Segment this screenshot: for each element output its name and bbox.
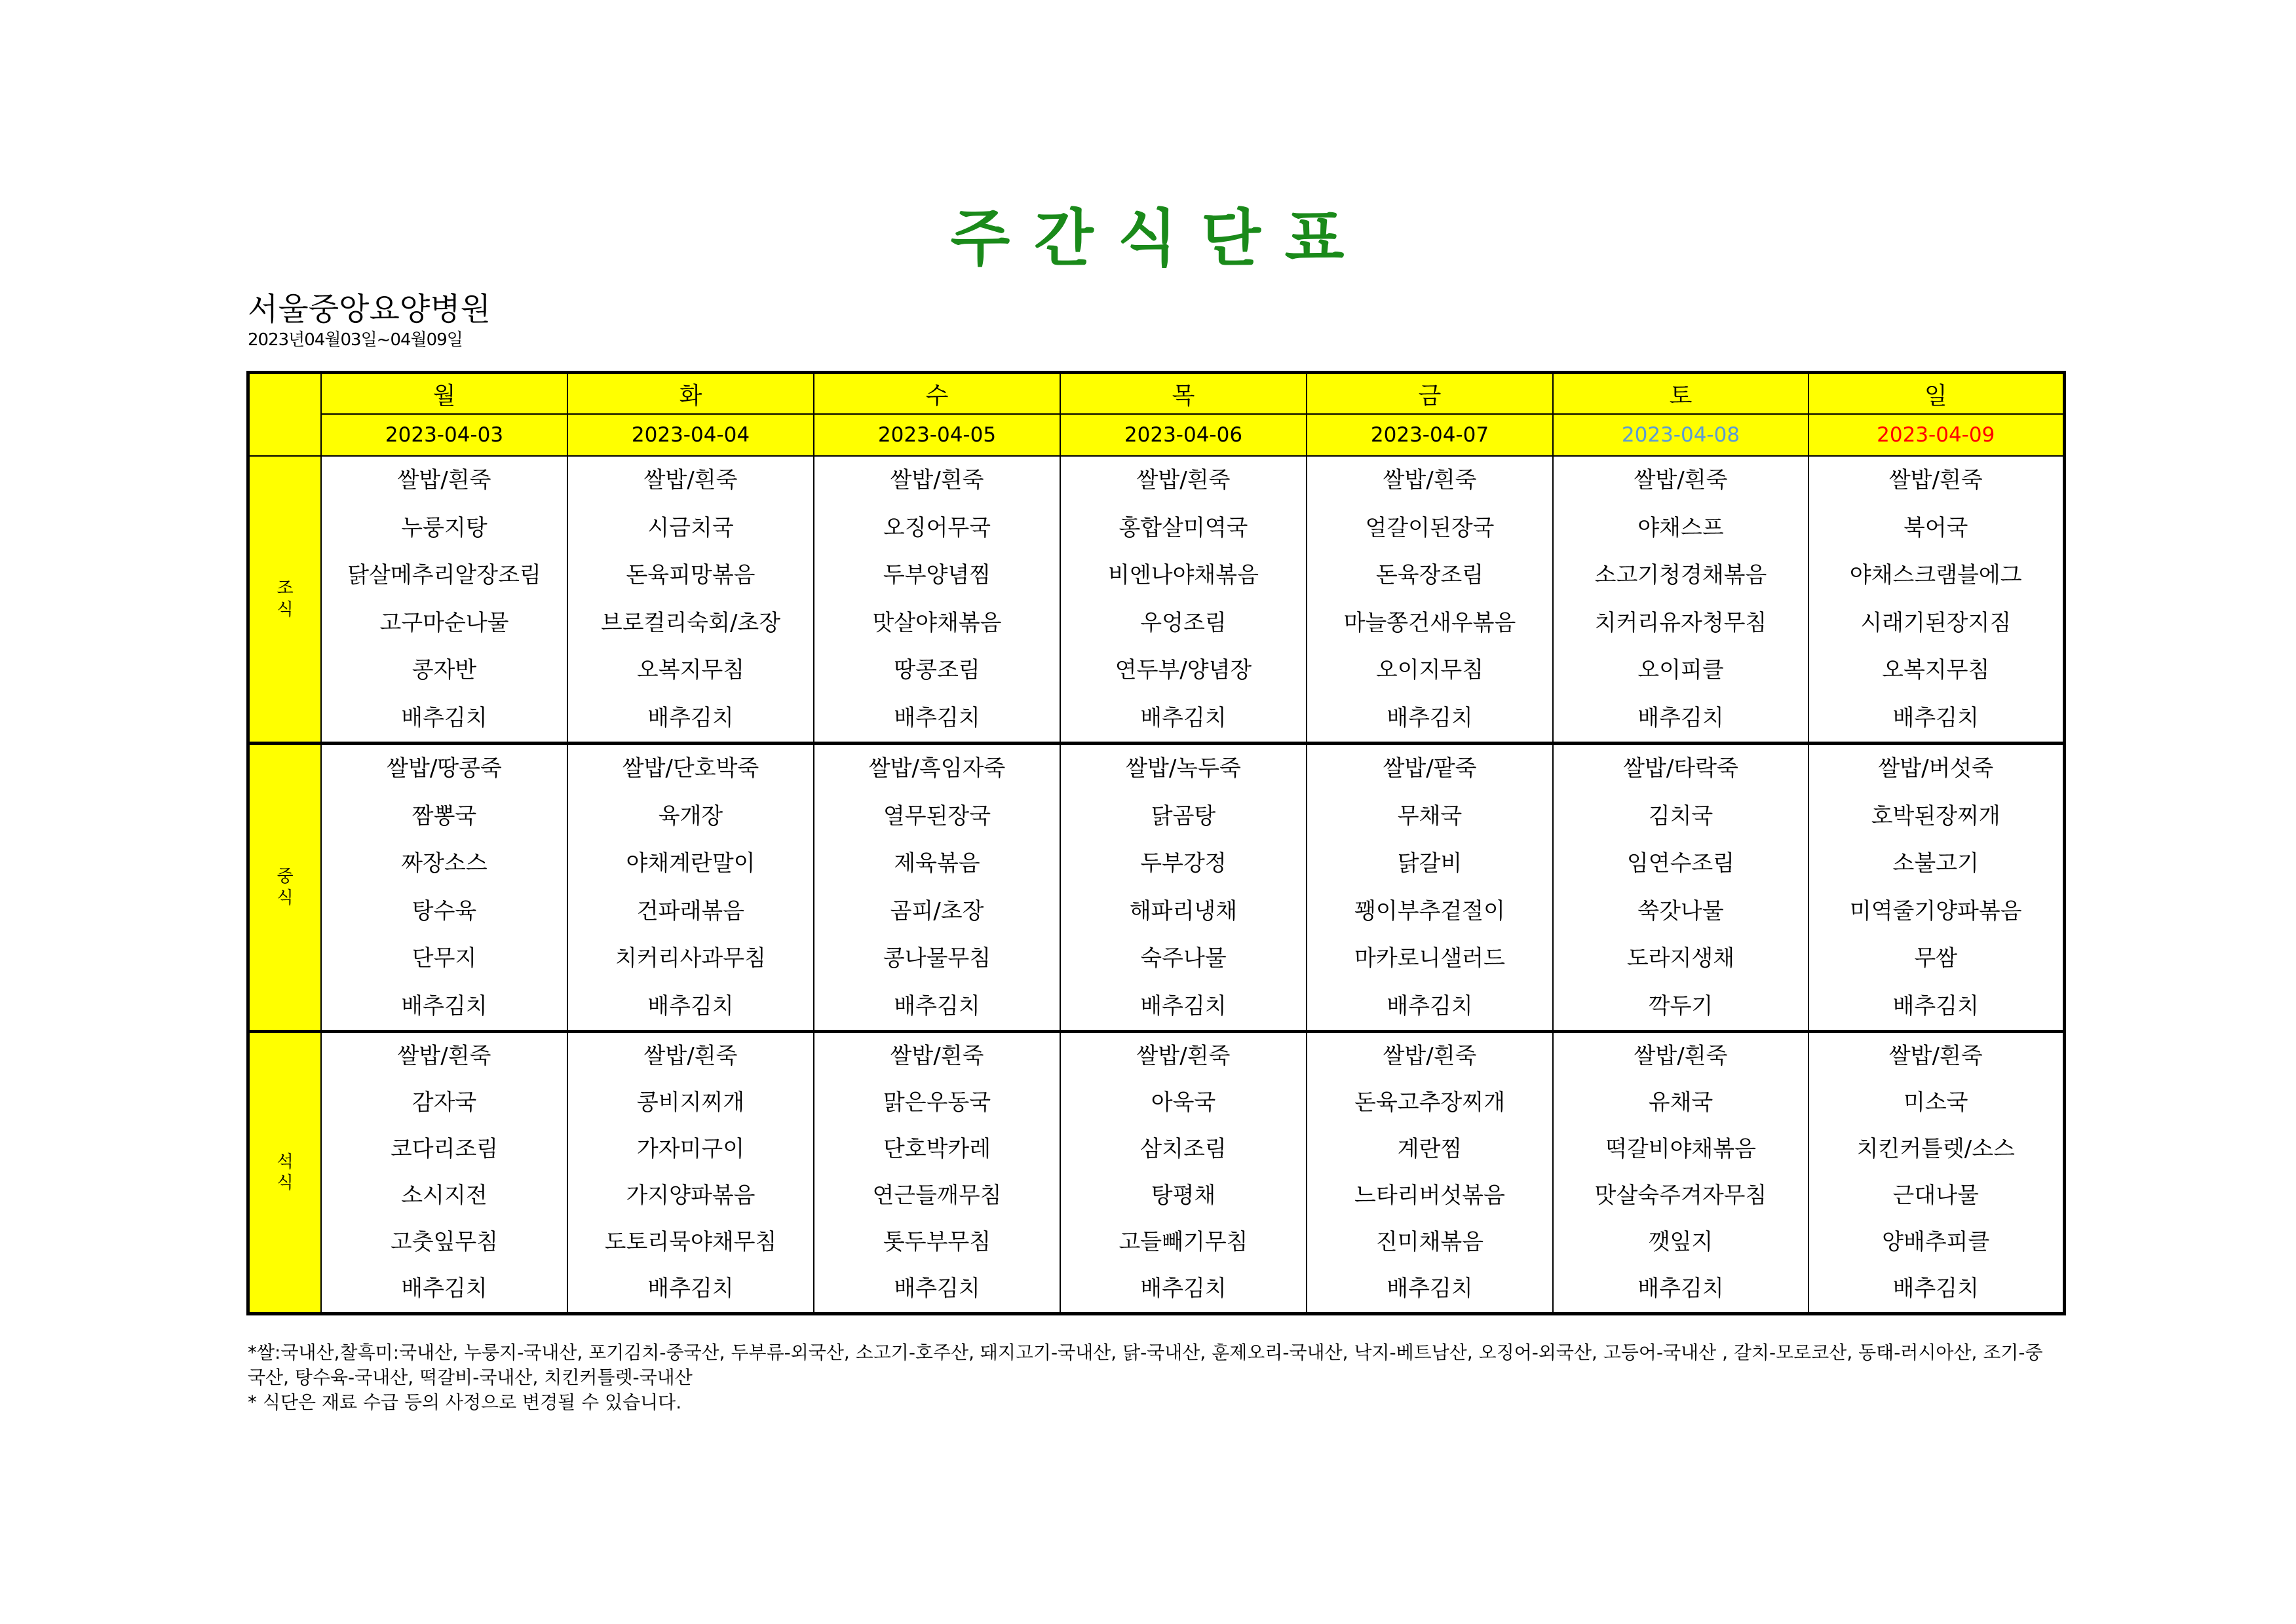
menu-cell bbox=[321, 744, 567, 1032]
menu-item: 배추김치 bbox=[1140, 992, 1227, 1019]
menu-item: 배추김치 bbox=[401, 992, 488, 1019]
menu-item: 쌀밥/흰죽 bbox=[643, 467, 738, 493]
menu-item: 소시지전 bbox=[401, 1182, 488, 1209]
menu-item: 제육볶음 bbox=[894, 850, 980, 877]
date-header: 2023-04-03 bbox=[321, 414, 567, 456]
menu-item: 야채스크램블에그 bbox=[1849, 562, 2022, 588]
day-header: 월 bbox=[321, 373, 567, 415]
menu-item: 배추김치 bbox=[1637, 1275, 1724, 1302]
menu-item: 배추김치 bbox=[1892, 704, 1979, 731]
menu-item: 야채계란말이 bbox=[626, 850, 756, 877]
menu-item: 콩나물무침 bbox=[883, 945, 991, 972]
menu-item: 배추김치 bbox=[647, 704, 734, 731]
menu-item: 북어국 bbox=[1903, 514, 1968, 541]
menu-item: 마늘쫑건새우볶음 bbox=[1343, 609, 1516, 636]
menu-item: 연두부/양념장 bbox=[1115, 657, 1252, 683]
menu-item: 도토리묵야채무침 bbox=[604, 1229, 777, 1255]
date-header: 2023-04-07 bbox=[1307, 414, 1553, 456]
menu-cell bbox=[1808, 456, 2064, 744]
date-header: 2023-04-05 bbox=[814, 414, 1060, 456]
day-header: 일 bbox=[1808, 373, 2064, 415]
menu-item: 쌀밥/흰죽 bbox=[1136, 467, 1231, 493]
menu-item: 우엉조림 bbox=[1140, 609, 1227, 636]
menu-item: 양배추피클 bbox=[1882, 1229, 1990, 1255]
menu-item: 배추김치 bbox=[1892, 1275, 1979, 1302]
menu-item: 배추김치 bbox=[647, 992, 734, 1019]
menu-item: 맑은우동국 bbox=[883, 1089, 991, 1116]
menu-item: 쌀밥/흰죽 bbox=[890, 467, 984, 493]
menu-item: 임연수조림 bbox=[1626, 850, 1735, 877]
notes bbox=[248, 1340, 2056, 1415]
menu-item: 꽹이부추겉절이 bbox=[1354, 897, 1505, 924]
menu-item: 탕수육 bbox=[411, 897, 477, 924]
menu-item: 가지양파볶음 bbox=[626, 1182, 756, 1209]
menu-item: 숙주나물 bbox=[1140, 945, 1227, 972]
menu-item: 쌀밥/흰죽 bbox=[890, 1043, 984, 1069]
meal-label-char: 조 bbox=[277, 578, 294, 598]
date-header-saturday: 2023-04-08 bbox=[1553, 414, 1808, 456]
menu-item: 돈육장조림 bbox=[1375, 562, 1484, 588]
menu-item: 김치국 bbox=[1648, 803, 1713, 829]
menu-cell bbox=[1307, 744, 1553, 1032]
menu-item: 쌀밥/흰죽 bbox=[1634, 1043, 1728, 1069]
menu-item: 삼치조림 bbox=[1140, 1136, 1227, 1162]
day-header: 토 bbox=[1553, 373, 1808, 415]
menu-cell bbox=[1808, 1032, 2064, 1314]
menu-item: 배추김치 bbox=[894, 992, 980, 1019]
menu-item: 시금치국 bbox=[647, 514, 734, 541]
menu-item: 느타리버섯볶음 bbox=[1354, 1182, 1505, 1209]
menu-item: 아욱국 bbox=[1151, 1089, 1216, 1116]
menu-item: 땅콩조림 bbox=[894, 657, 980, 683]
menu-item: 고들빼기무침 bbox=[1119, 1229, 1248, 1255]
menu-item: 감자국 bbox=[411, 1089, 477, 1116]
menu-period: 2023년04월03일~04월09일 bbox=[248, 330, 463, 350]
menu-item: 가자미구이 bbox=[636, 1136, 745, 1162]
menu-item: 쌀밥/흰죽 bbox=[397, 1043, 491, 1069]
day-header: 수 bbox=[814, 373, 1060, 415]
menu-item: 쌀밥/녹두죽 bbox=[1126, 755, 1241, 782]
menu-cell bbox=[1307, 1032, 1553, 1314]
menu-item: 오이지무침 bbox=[1375, 657, 1484, 683]
menu-item: 배추김치 bbox=[1140, 704, 1227, 731]
menu-cell bbox=[814, 744, 1060, 1032]
menu-item: 마카로니샐러드 bbox=[1354, 945, 1505, 972]
menu-item: 코다리조림 bbox=[390, 1136, 499, 1162]
menu-cell bbox=[1307, 456, 1553, 744]
menu-item: 고구마순나물 bbox=[379, 609, 509, 636]
date-header-row bbox=[248, 414, 2065, 456]
menu-item: 쑥갓나물 bbox=[1637, 897, 1724, 924]
menu-item: 쌀밥/타락죽 bbox=[1623, 755, 1738, 782]
menu-item: 배추김치 bbox=[1637, 704, 1724, 731]
menu-item: 무채국 bbox=[1397, 803, 1463, 829]
weekly-menu-table bbox=[246, 371, 2066, 1315]
menu-item: 쌀밥/단호박죽 bbox=[622, 755, 759, 782]
menu-item: 쌀밥/흑임자죽 bbox=[868, 755, 1006, 782]
menu-item: 무쌈 bbox=[1914, 945, 1958, 972]
menu-item: 오이피클 bbox=[1637, 657, 1724, 683]
menu-item: 배추김치 bbox=[1387, 992, 1473, 1019]
menu-item: 깻잎지 bbox=[1648, 1229, 1713, 1255]
menu-item: 닭곰탕 bbox=[1151, 803, 1216, 829]
menu-item: 쌀밥/땅콩죽 bbox=[387, 755, 502, 782]
meal-row-dinner bbox=[248, 1032, 2065, 1314]
menu-item: 치커리사과무침 bbox=[615, 945, 766, 972]
menu-item: 배추김치 bbox=[894, 704, 980, 731]
menu-item: 단호박카레 bbox=[883, 1136, 991, 1162]
menu-item: 브로컬리숙회/초장 bbox=[600, 609, 781, 636]
menu-item: 미소국 bbox=[1903, 1089, 1968, 1116]
menu-cell bbox=[321, 1032, 567, 1314]
menu-cell bbox=[321, 456, 567, 744]
day-header: 금 bbox=[1307, 373, 1553, 415]
menu-item: 쌀밥/흰죽 bbox=[1383, 467, 1477, 493]
menu-item: 치킨커틀렛/소스 bbox=[1856, 1136, 2015, 1162]
change-note: * 식단은 재료 수급 등의 사정으로 변경될 수 있습니다. bbox=[248, 1391, 682, 1413]
menu-item: 배추김치 bbox=[894, 1275, 980, 1302]
meal-label-char: 중 bbox=[277, 867, 294, 886]
menu-cell bbox=[567, 744, 814, 1032]
menu-item: 쌀밥/흰죽 bbox=[1888, 1043, 1983, 1069]
menu-item: 진미채볶음 bbox=[1375, 1229, 1484, 1255]
menu-cell bbox=[1060, 456, 1307, 744]
menu-item: 육개장 bbox=[658, 803, 723, 829]
meal-label-char: 식 bbox=[277, 599, 294, 620]
menu-cell bbox=[1553, 456, 1808, 744]
menu-cell bbox=[1060, 744, 1307, 1032]
menu-item: 쌀밥/흰죽 bbox=[1634, 467, 1728, 493]
menu-cell bbox=[567, 1032, 814, 1314]
date-header: 2023-04-04 bbox=[567, 414, 814, 456]
menu-cell bbox=[1060, 1032, 1307, 1314]
corner-cell bbox=[248, 373, 322, 457]
menu-item: 쌀밥/흰죽 bbox=[1888, 467, 1983, 493]
origin-note: *쌀:국내산,찰흑미:국내산, 누룽지-국내산, 포기김치-중국산, 두부류-외국산, 소고기-호주산, 돼지고기-국내산, 닭-국내산, 훈제오리-국내산, 낙지-베트남산, 오징어-외국산, 고등어-국내산 , 갈치-모로코산, 동태-러시아산, 조기-중국산, 탕수육-국내산, 떡갈비-국내산, 치킨커틀렛-국내산 bbox=[248, 1342, 2043, 1388]
menu-cell bbox=[814, 456, 1060, 744]
menu-item: 콩비지찌개 bbox=[636, 1089, 745, 1116]
menu-item: 짜장소스 bbox=[401, 850, 488, 877]
meal-label-breakfast bbox=[248, 456, 322, 744]
menu-item: 계란찜 bbox=[1397, 1136, 1463, 1162]
menu-item: 쌀밥/흰죽 bbox=[397, 467, 491, 493]
menu-item: 쌀밥/흰죽 bbox=[643, 1043, 738, 1069]
menu-item: 근대나물 bbox=[1892, 1182, 1979, 1209]
menu-item: 깍두기 bbox=[1648, 992, 1713, 1019]
menu-cell bbox=[1553, 1032, 1808, 1314]
menu-item: 배추김치 bbox=[647, 1275, 734, 1302]
day-header-row bbox=[248, 373, 2065, 415]
menu-item: 시래기된장지짐 bbox=[1860, 609, 2012, 636]
page-title: 주 간 식 단 표 bbox=[950, 203, 1346, 274]
menu-item: 배추김치 bbox=[1387, 1275, 1473, 1302]
menu-item: 닭살메추리알장조림 bbox=[347, 562, 541, 588]
menu-item: 미역줄기양파볶음 bbox=[1849, 897, 2022, 924]
menu-item: 배추김치 bbox=[1387, 704, 1473, 731]
menu-item: 오복지무침 bbox=[1882, 657, 1990, 683]
menu-item: 톳두부무침 bbox=[883, 1229, 991, 1255]
menu-item: 탕평채 bbox=[1151, 1182, 1216, 1209]
menu-item: 오복지무침 bbox=[636, 657, 745, 683]
menu-item: 비엔나야채볶음 bbox=[1108, 562, 1259, 588]
menu-item: 닭갈비 bbox=[1397, 850, 1463, 877]
menu-item: 배추김치 bbox=[1892, 992, 1979, 1019]
menu-item: 맛살야채볶음 bbox=[872, 609, 1002, 636]
menu-item: 유채국 bbox=[1648, 1089, 1713, 1116]
menu-item: 호박된장찌개 bbox=[1871, 803, 2000, 829]
menu-item: 오징어무국 bbox=[883, 514, 991, 541]
meal-label-char: 식 bbox=[277, 888, 294, 908]
menu-item: 쌀밥/팥죽 bbox=[1383, 755, 1477, 782]
menu-item: 소불고기 bbox=[1892, 850, 1979, 877]
menu-item: 떡갈비야채볶음 bbox=[1605, 1136, 1756, 1162]
day-header: 화 bbox=[567, 373, 814, 415]
menu-item: 쌀밥/버섯죽 bbox=[1878, 755, 1994, 782]
menu-item: 두부강정 bbox=[1140, 850, 1227, 877]
day-header: 목 bbox=[1060, 373, 1307, 415]
meal-row-breakfast bbox=[248, 456, 2065, 744]
meal-label-char: 석 bbox=[277, 1152, 294, 1172]
menu-item: 치커리유자청무침 bbox=[1594, 609, 1767, 636]
menu-item: 건파래볶음 bbox=[636, 897, 745, 924]
menu-item: 열무된장국 bbox=[883, 803, 991, 829]
menu-item: 고춧잎무침 bbox=[390, 1229, 499, 1255]
menu-cell bbox=[1808, 744, 2064, 1032]
hospital-name: 서울중앙요양병원 bbox=[248, 291, 491, 328]
menu-item: 소고기청경채볶음 bbox=[1594, 562, 1767, 588]
meal-label-lunch bbox=[248, 744, 322, 1032]
menu-item: 누룽지탕 bbox=[401, 514, 488, 541]
menu-item: 야채스프 bbox=[1637, 514, 1724, 541]
menu-cell bbox=[1553, 744, 1808, 1032]
menu-item: 돈육피망볶음 bbox=[626, 562, 756, 588]
menu-item: 홍합살미역국 bbox=[1119, 514, 1248, 541]
menu-item: 돈육고추장찌개 bbox=[1354, 1089, 1505, 1116]
menu-item: 해파리냉채 bbox=[1129, 897, 1238, 924]
menu-item: 도라지생채 bbox=[1626, 945, 1735, 972]
date-header: 2023-04-06 bbox=[1060, 414, 1307, 456]
menu-item: 쌀밥/흰죽 bbox=[1383, 1043, 1477, 1069]
menu-item: 얼갈이된장국 bbox=[1365, 514, 1495, 541]
menu-item: 단무지 bbox=[411, 945, 477, 972]
menu-cell bbox=[567, 456, 814, 744]
menu-item: 곰피/초장 bbox=[890, 897, 984, 924]
menu-item: 배추김치 bbox=[1140, 1275, 1227, 1302]
menu-item: 짬뽕국 bbox=[411, 803, 477, 829]
meal-row-lunch bbox=[248, 744, 2065, 1032]
menu-item: 연근들깨무침 bbox=[872, 1182, 1002, 1209]
menu-item: 콩자반 bbox=[411, 657, 477, 683]
menu-item: 배추김치 bbox=[401, 704, 488, 731]
menu-item: 두부양념찜 bbox=[883, 562, 991, 588]
menu-item: 맛살숙주겨자무침 bbox=[1594, 1182, 1767, 1209]
meal-label-char: 식 bbox=[277, 1173, 294, 1193]
date-header-sunday: 2023-04-09 bbox=[1808, 414, 2064, 456]
meal-label-dinner bbox=[248, 1032, 322, 1314]
menu-cell bbox=[814, 1032, 1060, 1314]
menu-item: 배추김치 bbox=[401, 1275, 488, 1302]
menu-item: 쌀밥/흰죽 bbox=[1136, 1043, 1231, 1069]
